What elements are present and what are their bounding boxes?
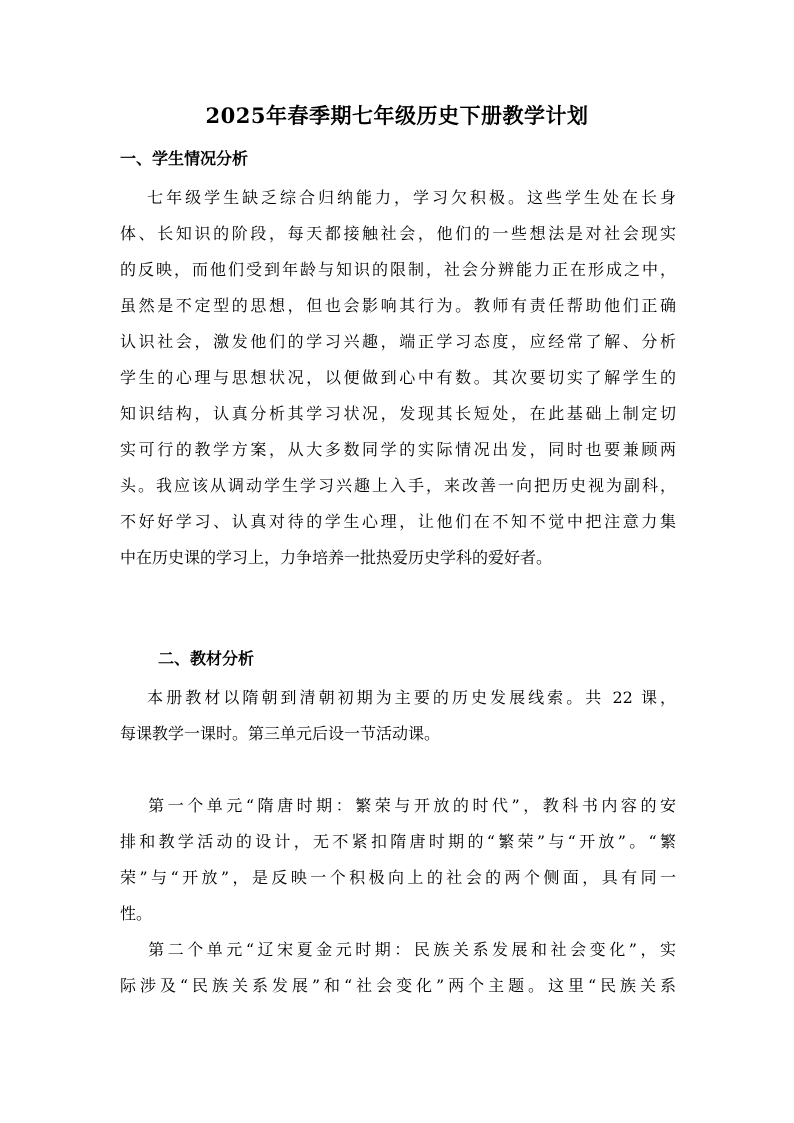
text-line: 头。我应该从调动学生学习兴趣上入手，来改善一向把历史视为副科， <box>120 476 676 495</box>
text-line: 每课教学一课时。第三单元后设一节活动课。 <box>120 724 441 743</box>
text-line: 体、长知识的阶段，每天都接触社会，他们的一些想法是对社会现实 <box>120 224 676 243</box>
paragraph-student-analysis <box>120 180 676 576</box>
document-title: 2025年春季期七年级历史下册教学计划 <box>205 103 589 128</box>
text-line: 不好好学习、认真对待的学生心理，让他们在不知不觉中把注意力集 <box>120 512 676 531</box>
text-line: 七年级学生缺乏综合归纳能力，学习欠积极。这些学生处在长身 <box>120 188 676 207</box>
text-line: 排和教学活动的设计，无不紧扣隋唐时期的“繁荣”与“开放”。“繁 <box>120 832 676 851</box>
text-line: 际涉及“民族关系发展”和“社会变化”两个主题。这里“民族关系 <box>120 976 676 995</box>
text-line: 中在历史课的学习上，力争培养一批热爱历史学科的爱好者。 <box>120 548 553 567</box>
text-line: 虽然是不定型的思想，但也会影响其行为。教师有责任帮助他们正确 <box>120 296 676 315</box>
text-line: 本册教材以隋朝到清朝初期为主要的历史发展线索。共 22 课， <box>120 688 676 707</box>
text-line: 性。 <box>120 904 153 923</box>
text-line: 第一个单元“隋唐时期：繁荣与开放的时代”，教科书内容的安 <box>120 796 676 815</box>
paragraph-textbook-overview <box>120 680 676 752</box>
text-line: 的反映，而他们受到年龄与知识的限制，社会分辨能力正在形成之中， <box>120 260 676 279</box>
paragraph-unit-two <box>120 932 676 1004</box>
paragraph-unit-one <box>120 788 676 932</box>
text-line: 认识社会，激发他们的学习兴趣，端正学习态度，应经常了解、分析 <box>120 332 676 351</box>
text-line: 第二个单元“辽宋夏金元时期：民族关系发展和社会变化”，实 <box>120 940 676 959</box>
section-heading-student-analysis: 一、学生情况分析 <box>120 149 249 168</box>
section-heading-textbook-analysis: 二、教材分析 <box>158 649 255 668</box>
text-line: 实可行的教学方案，从大多数同学的实际情况出发，同时也要兼顾两 <box>120 440 676 459</box>
text-line: 知识结构，认真分析其学习状况，发现其长短处，在此基础上制定切 <box>120 404 676 423</box>
text-line: 荣”与“开放”，是反映一个积极向上的社会的两个侧面，具有同一 <box>120 868 676 887</box>
text-line: 学生的心理与思想状况，以便做到心中有数。其次要切实了解学生的 <box>120 368 676 387</box>
